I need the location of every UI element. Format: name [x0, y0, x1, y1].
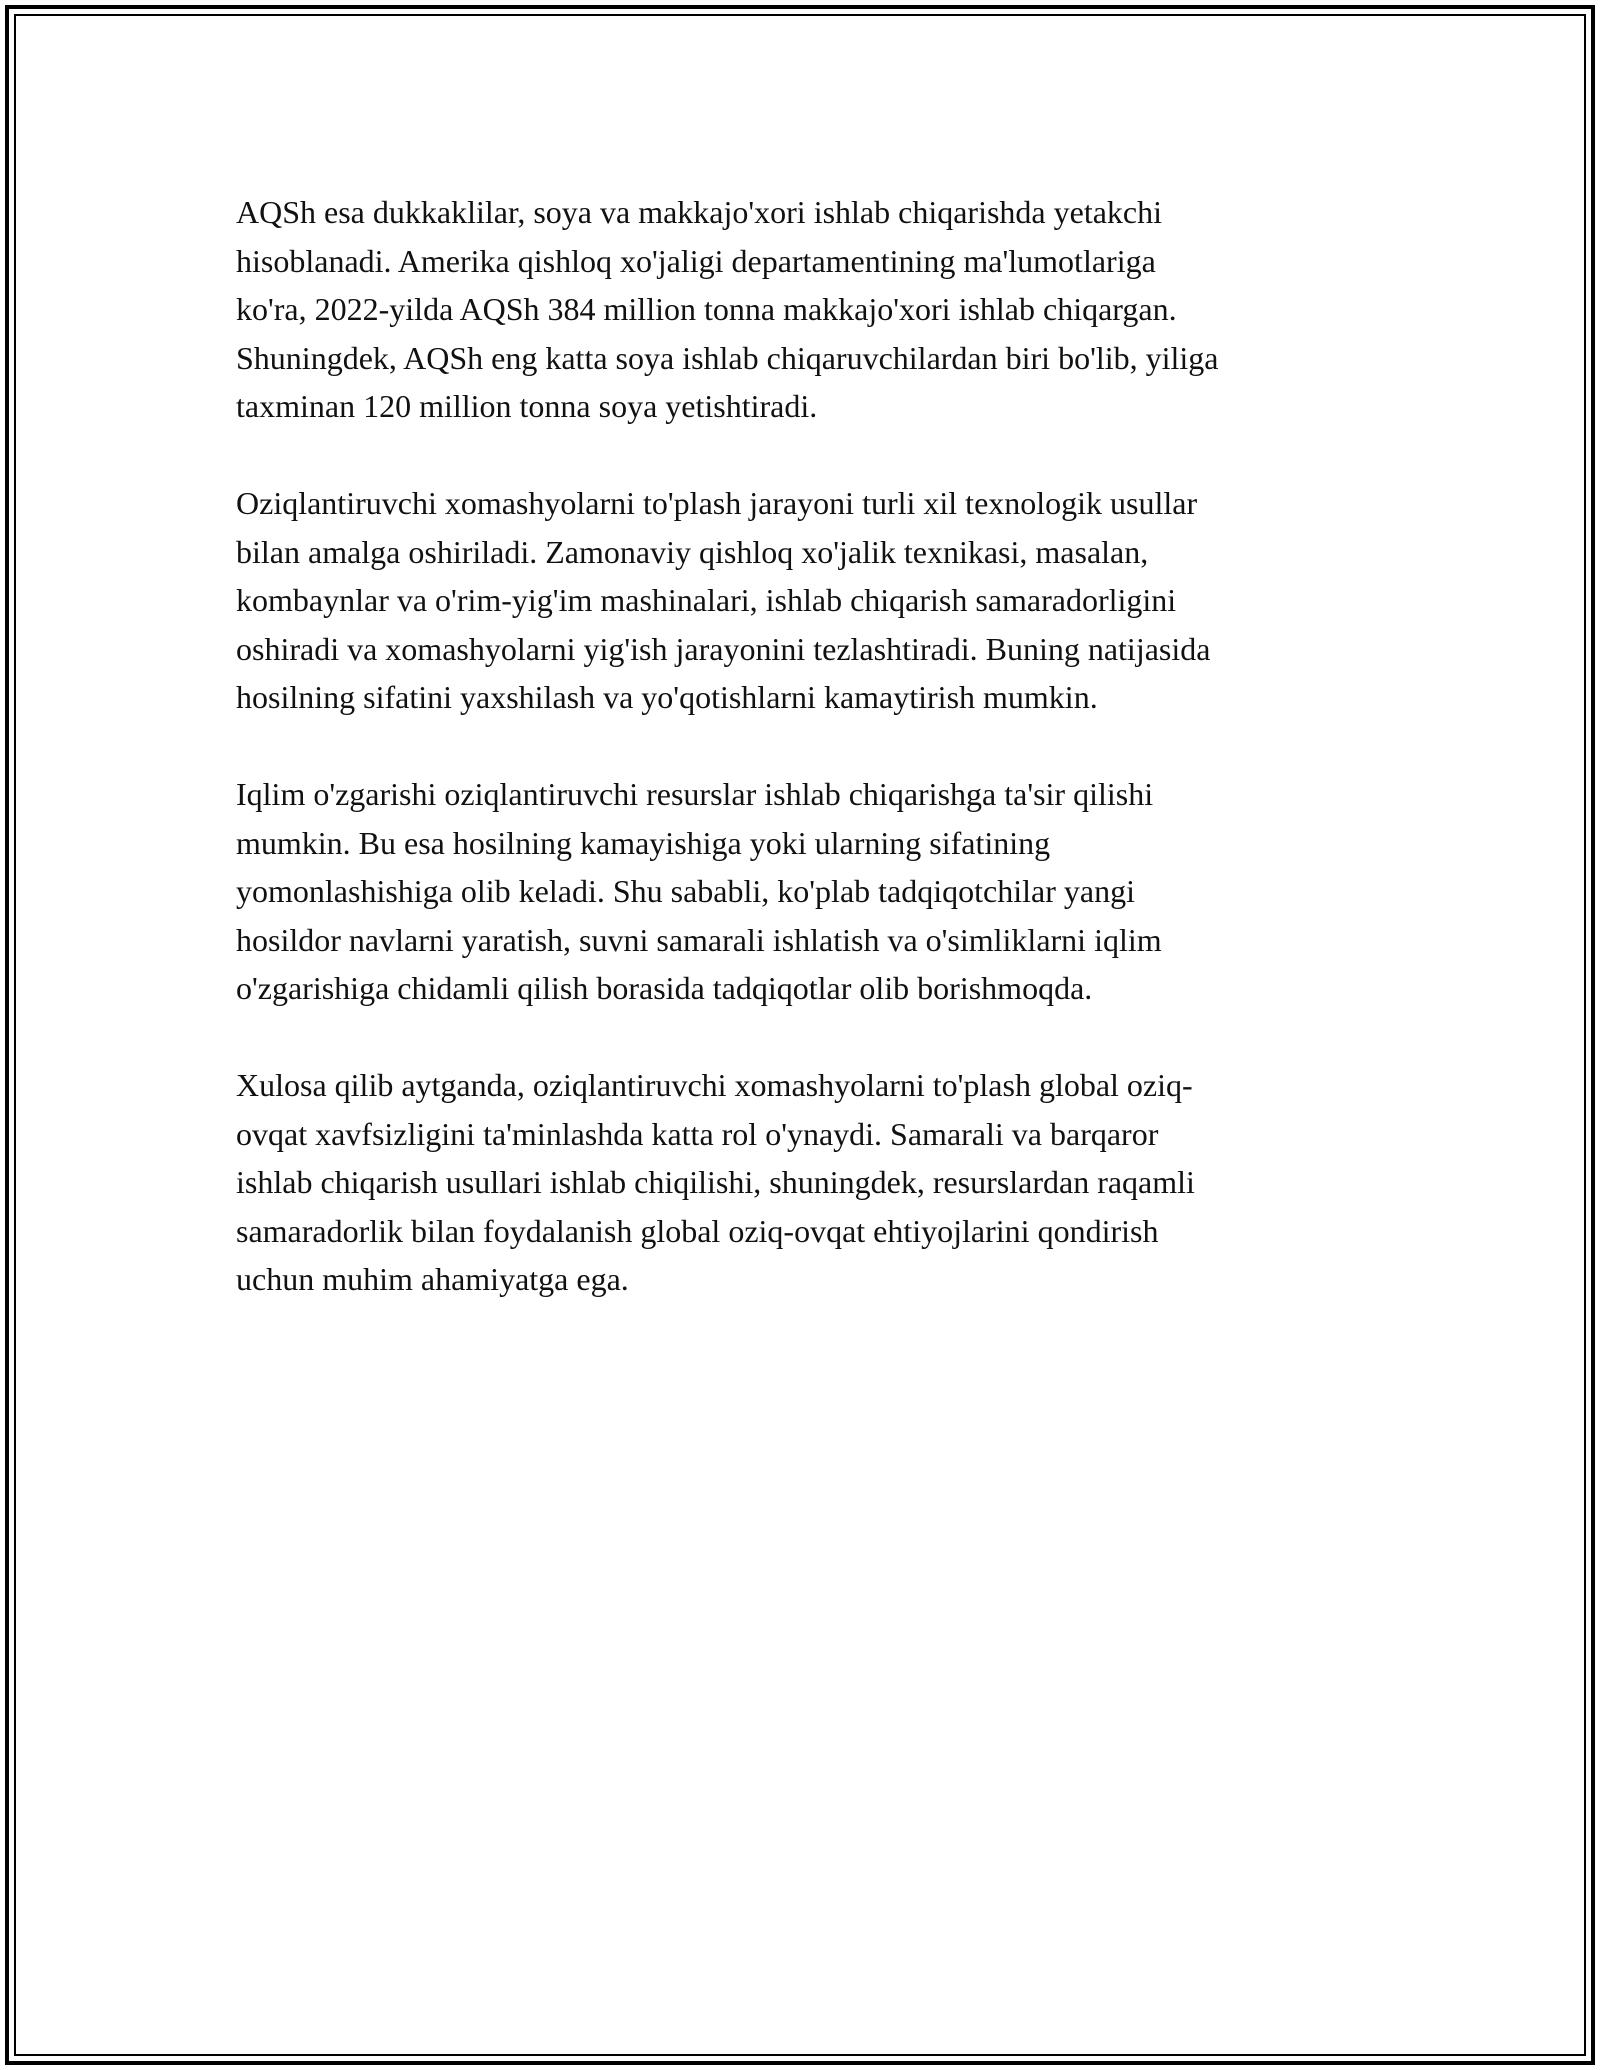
paragraph-3: Iqlim o'zgarishi oziqlantiruvchi resurslar ishlab chiqarishga ta'sir qilishi mumkin. Bu esa hosilning kamayishiga yoki ularning sifatining yomonlashishiga olib keladi. Shu sababli, ko'plab tadqiqotchilar yangi hosildor navlarni yaratish, suvni samarali ishlatish va o'simliklarni iqlim o'zgarishiga chidamli qilish borasida tadqiqotlar olib borishmoqda. — [236, 776, 1162, 1006]
paragraph-1: AQSh esa dukkaklilar, soya va makkajo'xori ishlab chiqarishda yetakchi hisoblanadi. Amerika qishloq xo'jaligi departamentining ma'lumotlariga ko'ra, 2022-yilda AQSh 384 million tonna makkajo'xori ishlab chiqargan. Shuningdek, AQSh eng katta soya ishlab chiqaruvchilardan biri bo'lib, yiliga taxminan 120 million tonna soya yetishtiradi. — [236, 194, 1219, 424]
document-body — [236, 188, 1386, 1352]
paragraph-4: Xulosa qilib aytganda, oziqlantiruvchi xomashyolarni to'plash global oziq- ovqat xavfsizligini ta'minlashda katta rol o'ynaydi. Samarali va barqaror ishlab chiqarish usullari ishlab chiqilishi, shuningdek, resurslardan raqamli samaradorlik bilan foydalanish global oziq-ovqat ehtiyojlarini qondirish uchun muhim ahamiyatga ega. — [236, 1067, 1195, 1297]
paragraph-2: Oziqlantiruvchi xomashyolarni to'plash jarayoni turli xil texnologik usullar bilan amalga oshiriladi. Zamonaviy qishloq xo'jalik texnikasi, masalan, kombaynlar va o'rim-yig'im mashinalari, ishlab chiqarish samaradorligini oshiradi va xomashyolarni yig'ish jarayonini tezlashtiradi. Buning natijasida hosilning sifatini yaxshilash va yo'qotishlarni kamaytirish mumkin. — [236, 485, 1211, 715]
